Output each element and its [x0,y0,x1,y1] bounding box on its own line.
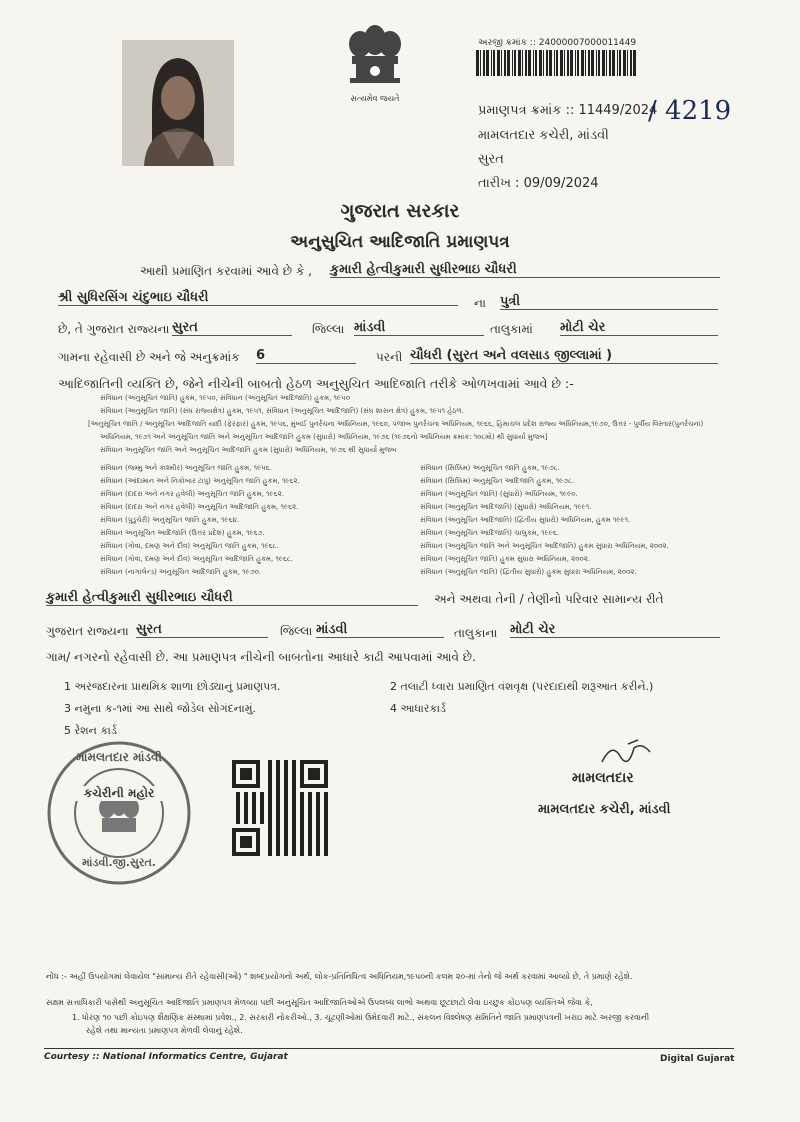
signature-mark [598,738,658,768]
document-item: 3 નમુના ક-૧માં આ સાથે જોડેલ સોગંદનામું. [64,702,256,715]
footer-courtesy: Courtesy :: National Informatics Centre, Gujarat [44,1052,288,1062]
district-value: સુરત [172,320,292,336]
qr-code [232,760,328,856]
issue-date: 09/09/2024 [523,176,599,191]
certificate-number-separator: :: [565,103,575,118]
application-number: અરજી ક્રમાંક :: 24000007000011449 [478,38,637,48]
emblem-motto: સત્યમેવ જયતે [350,94,400,103]
relation: પુત્રી [500,294,718,310]
father-name: શ્રી સુધિરસિંગ ચંદુભાઇ ચૌધરી [58,290,458,306]
order-line: સંવિધાન (અનુસૂચિત જાતિ) હુકમ, ૧૯૫૦, સંવિધાન (અનુસૂચિત આદિજાતિ) હુકમ, ૧૯૫૦ [100,394,350,402]
order-line: સંવિધાન અનુસૂચિત આદિજાતિ (ઉત્તર પ્રદેશ) હુકમ, ૧૯૬૭. [100,529,265,537]
signatory-office: મામલતદાર કચેરી, માંડવી [538,802,671,817]
village-value: મોટી ચેર [560,320,718,336]
order-line: સંવિધાન (સિક્કિમ) અનુસૂચિત જાતિ હુકમ, ૧૯૭૮. [420,464,560,472]
note-text: રહેશે તથા માન્યતા પ્રમાણપત્ર મેળવી લેવાનું રહેશે. [86,1026,243,1035]
order-line: અધિનિયમ, ૧૯૭૧ અને અનુસૂચિત જાતિ અને અનુસૂચિત આદિજાતિ હુકમ (સુધારો) અધિનિયમ, ૧૯૭૬ (૧૯૭૬નો અધિનિયમ ક્રમાંક: ૧૦૮મો) થી સુધાર્યા મુજબ] [100,433,548,441]
order-line: સંવિધાન (અનુસૂચિત જાતિ અને અનુસૂચિત આદિજાતિ) હુકમ સુધારા અધિનિયમ, ૨૦૦૨. [420,542,669,550]
note-text: 1. ધોરણ ૧૦ પછી કોઇપણ શૈક્ષણિક સંસ્થામાં પ્રવેશ., 2. સરકારી નોકરીઓ., 3. ચૂંટણીઓમાં ઉમેદવારી માટે., સંકલન વિશ્લેષણ સમિતિને જાતિ પ્રમાણપત્રની ખરાઇ માટે અરજી કરવાની [72,1013,650,1022]
taluka-label: તાલુકામાં [490,322,533,336]
certificate-number-line [478,103,657,118]
resident-label: ગામના રહેવાસી છે અને જે અનુક્રમાંક [58,350,240,364]
order-line: સંવિધાન (ગોવા, દમણ અને દીવ) અનુસૂચિત જાતિ હુકમ, ૧૯૬૮. [100,542,279,550]
order-line: સંવિધાન (અનુસૂચિત આદિજાતિ) (દ્વિતીય સુધારો) અધિનિયમ, હુકમ ૧૯૯૧. [420,516,631,524]
government-title: ગુજરાત સરકાર [340,200,460,222]
issue-date-label: તારીખ : [478,176,520,191]
orders-full-list [88,392,740,457]
residence-name: કુમારી હેત્વીકુમારી સુધીરભાઇ ચૌધરી [46,590,418,606]
order-line: સંવિધાન (પુડુચેરી) અનુસૂચિત જાતિ હુકમ, ૧૯૬૪. [100,516,240,524]
state-prefix: છે, તે ગુજરાત રાજ્યના [58,322,170,336]
order-line: સંવિધાન (દાદરા અને નગર હવેલી) અનુસૂચિત આદિજાતિ હુકમ, ૧૯૬૨. [100,503,299,511]
order-line: સંવિધાન (જમ્મુ અને કાશ્મીર) અનુસૂચિત જાતિ હુકમ, ૧૯૫૬. [100,464,272,472]
handwritten-number: / 4219 [648,96,732,126]
certificate-title: અનુસુચિત આદિજાતિ પ્રમાણપત્ર [290,232,510,252]
basis-text: ગામ/ નગરનો રહેવાસી છે. આ પ્રમાણપત્ર નીચેની બાબતોના આધારે કાઢી આપવામાં આવે છે. [46,650,476,664]
order-line: સંવિધાન અનુસૂચિત જાતિ અને અનુસૂચિત આદિજાતિ હુકમ (સુધારો) અધિનિયમ, ૧૯૭૬ થી સુધાર્યા મુજબ [100,446,397,454]
footer-digital-gujarat: Digital Gujarat [660,1054,735,1064]
national-emblem-icon [340,22,410,110]
order-line: સંવિધાન (નાગાલેન્ડ) અનુસૂચિત આદિજાતિ હુકમ, ૧૯૭૦. [100,568,262,576]
document-item: 5 રેશન કાર્ડ [64,724,117,737]
orders-left-list [100,462,400,579]
applicant-name: કુમારી હેત્વીકુમારી સુધીરભાઇ ચૌધરી [330,262,720,278]
note-text: નોંધ :- અહીં ઉપયોગમાં લેવાયેલ "સામાન્ય રીતે રહેવાસી(ઓ) " શબ્દપ્રયોગનો અર્થ, લોક-પ્રતિનિધિત્વ અધિનિયમ,૧૯૫૦ની કલમ ૨૦-માં તેનો જે અર્થ કરવામાં આવ્યો છે, તે પ્રમાણે રહેશે. [46,972,633,981]
document-item: 4 આધારકાર્ડ [390,702,446,715]
residence-village: મોટી ચેર [510,622,720,638]
residence-taluka: માંડવી [316,622,444,638]
of-label: પરની [376,350,403,364]
order-line: સંવિધાન (આંદામાન અને નિકોબાર ટાપુ) અનુસૂચિત જાતિ હુકમ, ૧૯૬૨. [100,477,300,485]
seal-top-text: મામલતદાર માંડવી [76,750,162,764]
family-text: અને અથવા તેની / તેણીનો પરિવાર સામાન્ય રીતે [434,592,664,606]
order-line: સંવિધાન (અનુસૂચિત જાતિ) (સંઘ રાજ્યક્ષેત્ર) હુકમ, ૧૯૫૧, સંવિધાન (અનુસૂચિત આદિજાતિ) (સંઘ શાસન ક્ષેત્ર) હુકમ, ૧૯૫૧ હેઠળ. [100,407,465,415]
tribe-name: ચૌધરી (સુરત અને વલસાડ જીલ્લામાં ) [410,348,718,364]
certificate-number: 11449/2024 [578,103,658,118]
applicant-photo [122,40,234,166]
issuing-district: સુરત [478,152,504,167]
signatory-title: મામલતદાર [572,770,634,786]
seal-middle-text: કચેરીની મહોર [68,786,170,801]
orders-right-list [420,462,740,579]
document-item: 2 તલાટી ધ્વારા પ્રમાણિત વંશવૃક્ષ (પરદાદાથી શરૂઆત કરીને.) [390,680,654,693]
intro-text: આથી પ્રમાણિત કરવામાં આવે છે કે , [140,264,312,278]
district-label: જિલ્લા [312,322,345,336]
certificate-number-label: પ્રમાણપત્ર ક્રમાંક [478,103,562,118]
order-line: સંવિધાન (ગોવા, દમણ અને દીવ) અનુસૂચિત આદિજાતિ હુકમ, ૧૯૬૮. [100,555,294,563]
na-label: ના [474,296,486,310]
residence-state-prefix: ગુજરાત રાજ્યના [46,624,129,638]
taluka-value: માંડવી [354,320,484,336]
residence-district: સુરત [136,622,268,638]
office-seal [44,738,194,888]
seal-bottom-text: માંડવી.જી.સુરત. [82,856,156,869]
order-line: સંવિધાન (અનુસૂચિત જાતિ) (સુધારો) અધિનિયમ, ૧૯૯૦. [420,490,578,498]
order-line: સંવિધાન (અનુસૂચિત જાતિ) હુકમ સુધારા અધિનિયમ, ૨૦૦૨. [420,555,591,563]
document-item: 1 અરજદારના પ્રાથમિક શાળા છોડ્યાનું પ્રમાણપત્ર. [64,680,281,693]
note-text: સક્ષમ સત્તાધિકારી પાસેથી અનુસૂચિત આદિજાતિ પ્રમાણપત્ર મેળવ્યા પછી અનુસૂચિત આદિજાતિઓએ ઉપલબ્ધ લાભો અથવા છૂટછાટો લેવા ઇચ્છુક કોઇપણ વ્યક્તિએ જેવા કે, [46,998,593,1007]
order-line: સંવિધાન (અનુસૂચિત જાતિ) (દ્વિતીય સુધારો) હુકમ સુધારા અધિનિયમ, ૨૦૦૨. [420,568,637,576]
order-line: સંવિધાન (અનુસૂચિત આદિજાતિ) (સુધારો) અધિનિયમ, ૧૯૯૧. [420,503,592,511]
order-line: સંવિધાન (સિક્કિમ) અનુસૂચિત આદિજાતિ હુકમ, ૧૯૭૮. [420,477,575,485]
order-line: સંવિધાન (અનુસૂચિત આદિજાતિ) ચાલુકમ, ૧૯૯૬. [420,529,560,537]
serial-number: 6 [256,348,356,364]
issuing-office: મામલતદાર કચેરી, માંડવી [478,128,609,143]
residence-district-label: જિલ્લા [280,624,313,638]
tribe-description: આદિજાતિની વ્યક્તિ છે, જેને નીચેની બાબતો હેઠળ અનુસુચિત આદિજાતિ તરીકે ઓળખવામાં આવે છે :- [58,376,574,391]
order-line: સંવિધાન (દાદરા અને નગર હવેલી) અનુસૂચિત જાતિ હુકમ, ૧૯૬૨. [100,490,284,498]
application-barcode [476,50,636,76]
footer-divider [44,1048,734,1049]
order-line: [અનુસૂચિત જાતિ / અનુસૂચિત આદિજાતિ યાદી (ફેરફાર) હુકમ, ૧૯૫૬, મુંબઈ પુનર્રચના અધિનિયમ, ૧૯૬૦, પંજાબ પુનર્રચના અધિનિયમ, ૧૯૬૬, હિમાચલ પ્રદેશ રાજ્ય અધિનિયમ,૧૯૭૦, ઉત્તર - પુર્વીય વિસ્તાર(પુનર્રચના) [88,420,704,428]
issue-date-line [478,176,599,191]
residence-taluka-label: તાલુકાના [454,626,498,640]
